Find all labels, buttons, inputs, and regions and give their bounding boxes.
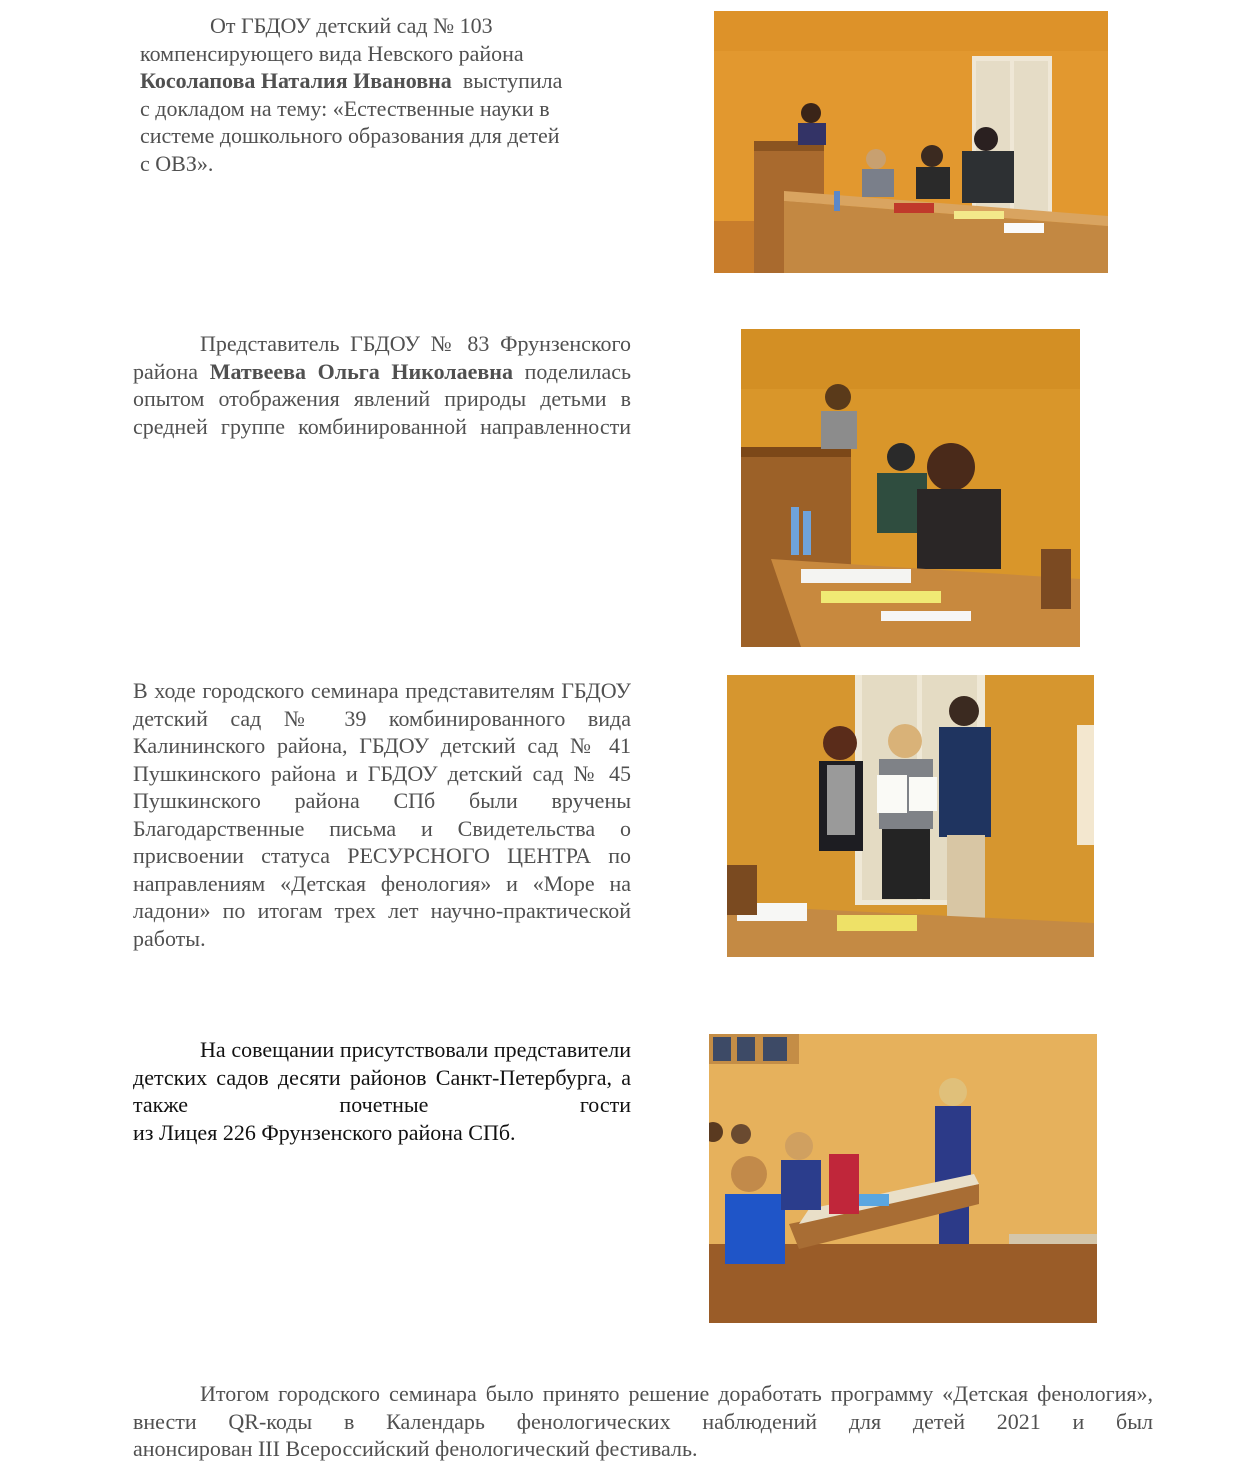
section-1-text <box>140 12 620 177</box>
section-2-text <box>133 330 631 440</box>
s1-line-4: с докладом на тему: «Естественные науки в <box>140 95 550 121</box>
s1-line-6: с ОВЗ». <box>140 150 214 176</box>
s1-speaker-name: Косолапова Наталия Ивановна <box>140 68 452 93</box>
photo-presenter-table <box>741 329 1080 647</box>
s4-text: На совещании присутствовали представители детских садов десяти районов Санкт-Петербурга, а также почетные гости <box>133 1037 631 1117</box>
photo-meeting-audience-image <box>709 1034 1097 1323</box>
s1-line-5: системе дошкольного образования для детей <box>140 123 560 148</box>
photo-presenter-table-image <box>741 329 1080 647</box>
photo-meeting-audience <box>709 1034 1097 1323</box>
section-3-text <box>133 677 631 952</box>
s5-last-line: анонсирован III Всероссийский фенологический фестиваль. <box>133 1436 698 1461</box>
photo-seminar-podium-image <box>714 11 1108 273</box>
s1-line-3 <box>140 67 620 95</box>
s2-text-after: поделилась опытом отображения явлений природы детьми в средней группе комбинированной направленности <box>133 358 632 439</box>
section-5-text <box>133 1380 1153 1463</box>
s3-text: В ходе городского семинара представителям ГБДОУ детский сад № 39 комбинированного вида Калининского района, ГБДОУ детский сад № 41 Пушкинского района и ГБДОУ детский сад № 45 Пушкинского района СПб были вручены Благодарственные письма и Свидетельства о присвоении статуса РЕСУРСНОГО ЦЕНТРА по направлениям «Детская фенология» и «Море на ладони» по итогам трех лет научно-практической <box>133 678 631 923</box>
s2-speaker-name: Матвеева Ольга Николаевна <box>209 358 513 384</box>
photo-seminar-podium <box>714 11 1108 273</box>
s1-after-name: выступила <box>462 68 563 93</box>
s4-last-line: из Лицея 226 Фрунзенского района СПб. <box>133 1119 516 1145</box>
section-4-text <box>133 1036 631 1146</box>
s3-last-line: работы. <box>133 925 206 951</box>
photo-award-ceremony-image <box>727 675 1094 957</box>
s2-text-before: Представитель ГБДОУ № 83 Фрунзенского района <box>133 331 631 384</box>
s1-line-1: От ГБДОУ детский сад № 103 <box>210 13 493 38</box>
s5-text: Итогом городского семинара было принято решение доработать программу «Детская фенология», внести QR-коды в Календарь фенологических наблюдений для детей 2021 и был <box>133 1381 1153 1434</box>
photo-award-ceremony <box>727 675 1094 957</box>
s1-line-2: компенсирующего вида Невского района <box>140 40 524 66</box>
